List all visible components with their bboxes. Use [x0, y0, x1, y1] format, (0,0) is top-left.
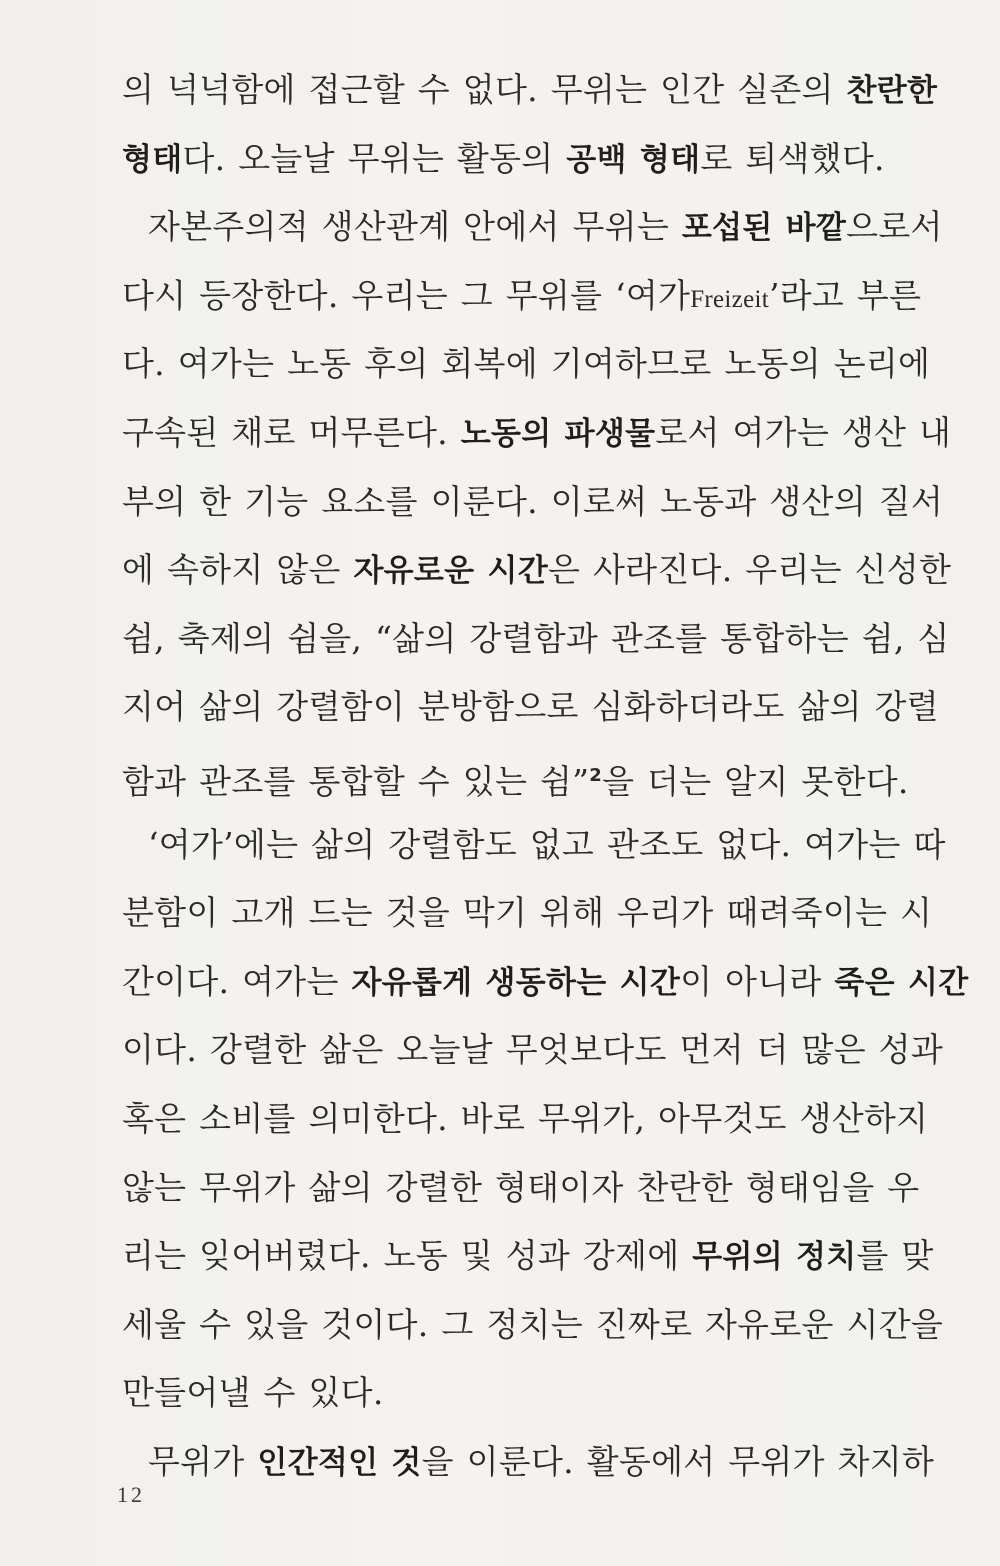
paragraph — [122, 1434, 935, 1503]
paragraph — [122, 817, 969, 1434]
paragraph — [122, 62, 938, 199]
paragraph — [122, 199, 952, 816]
body-text — [122, 62, 969, 1502]
text-line: 혹은 소비를 의미한다. 바로 무위가, 아무것도 생산하지 — [122, 1098, 929, 1138]
text-line: 쉼, 축제의 쉼을, “삶의 강렬함과 관조를 통합하는 쉼, 심 — [122, 618, 950, 658]
text-line: 이다. 강렬한 삶은 오늘날 무엇보다도 먼저 더 많은 성과 — [122, 1030, 944, 1070]
text-line: 형태다. 오늘날 무위는 활동의 공백 형태로 퇴색했다. — [122, 138, 885, 178]
text-line: 의 넉넉함에 접근할 수 없다. 무위는 인간 실존의 찬란한 — [122, 70, 938, 109]
text-line: 에 속하지 않은 자유로운 시간은 사라진다. 우리는 신성한 — [122, 550, 952, 590]
text-line: 부의 한 기능 요소를 이룬다. 이로써 노동과 생산의 질서 — [122, 481, 944, 521]
footnote-marker: 2 — [589, 764, 603, 786]
text-line: 세울 수 있을 것이다. 그 정치는 진짜로 자유로운 시간을 — [122, 1304, 944, 1344]
text-line: 다. 여가는 노동 후의 회복에 기여하므로 노동의 논리에 — [122, 344, 931, 384]
text-line: 분함이 고개 드는 것을 막기 위해 우리가 때려죽이는 시 — [122, 893, 933, 933]
text-line: ‘여가’에는 삶의 강렬함도 없고 관조도 없다. 여가는 따 — [148, 824, 946, 864]
text-line: 지어 삶의 강렬함이 분방함으로 심화하더라도 삶의 강렬 — [122, 687, 939, 727]
text-line: 다시 등장한다. 우리는 그 무위를 ‘여가Freizeit’라고 부른 — [122, 275, 922, 315]
text-line: 리는 잊어버렸다. 노동 및 성과 강제에 무위의 정치를 맞 — [122, 1236, 934, 1276]
text-line: 자본주의적 생산관계 안에서 무위는 포섭된 바깥으로서 — [148, 207, 943, 247]
text-line: 함과 관조를 통합할 수 있는 쉼”$^2$을 더는 알지 못한다. — [122, 761, 909, 801]
text-line: 무위가 인간적인 것을 이룬다. 활동에서 무위가 차지하 — [148, 1441, 935, 1481]
page-number: 12 — [117, 1482, 145, 1507]
text-line: 구속된 채로 머무른다. 노동의 파생물로서 여가는 생산 내 — [122, 412, 952, 452]
text-line: 만들어낼 수 있다. — [122, 1373, 384, 1413]
text-line: 간이다. 여가는 자유롭게 생동하는 시간이 아니라 죽은 시간 — [122, 961, 969, 1001]
text-line: 않는 무위가 삶의 강렬한 형태이자 찬란한 형태임을 우 — [122, 1167, 920, 1207]
